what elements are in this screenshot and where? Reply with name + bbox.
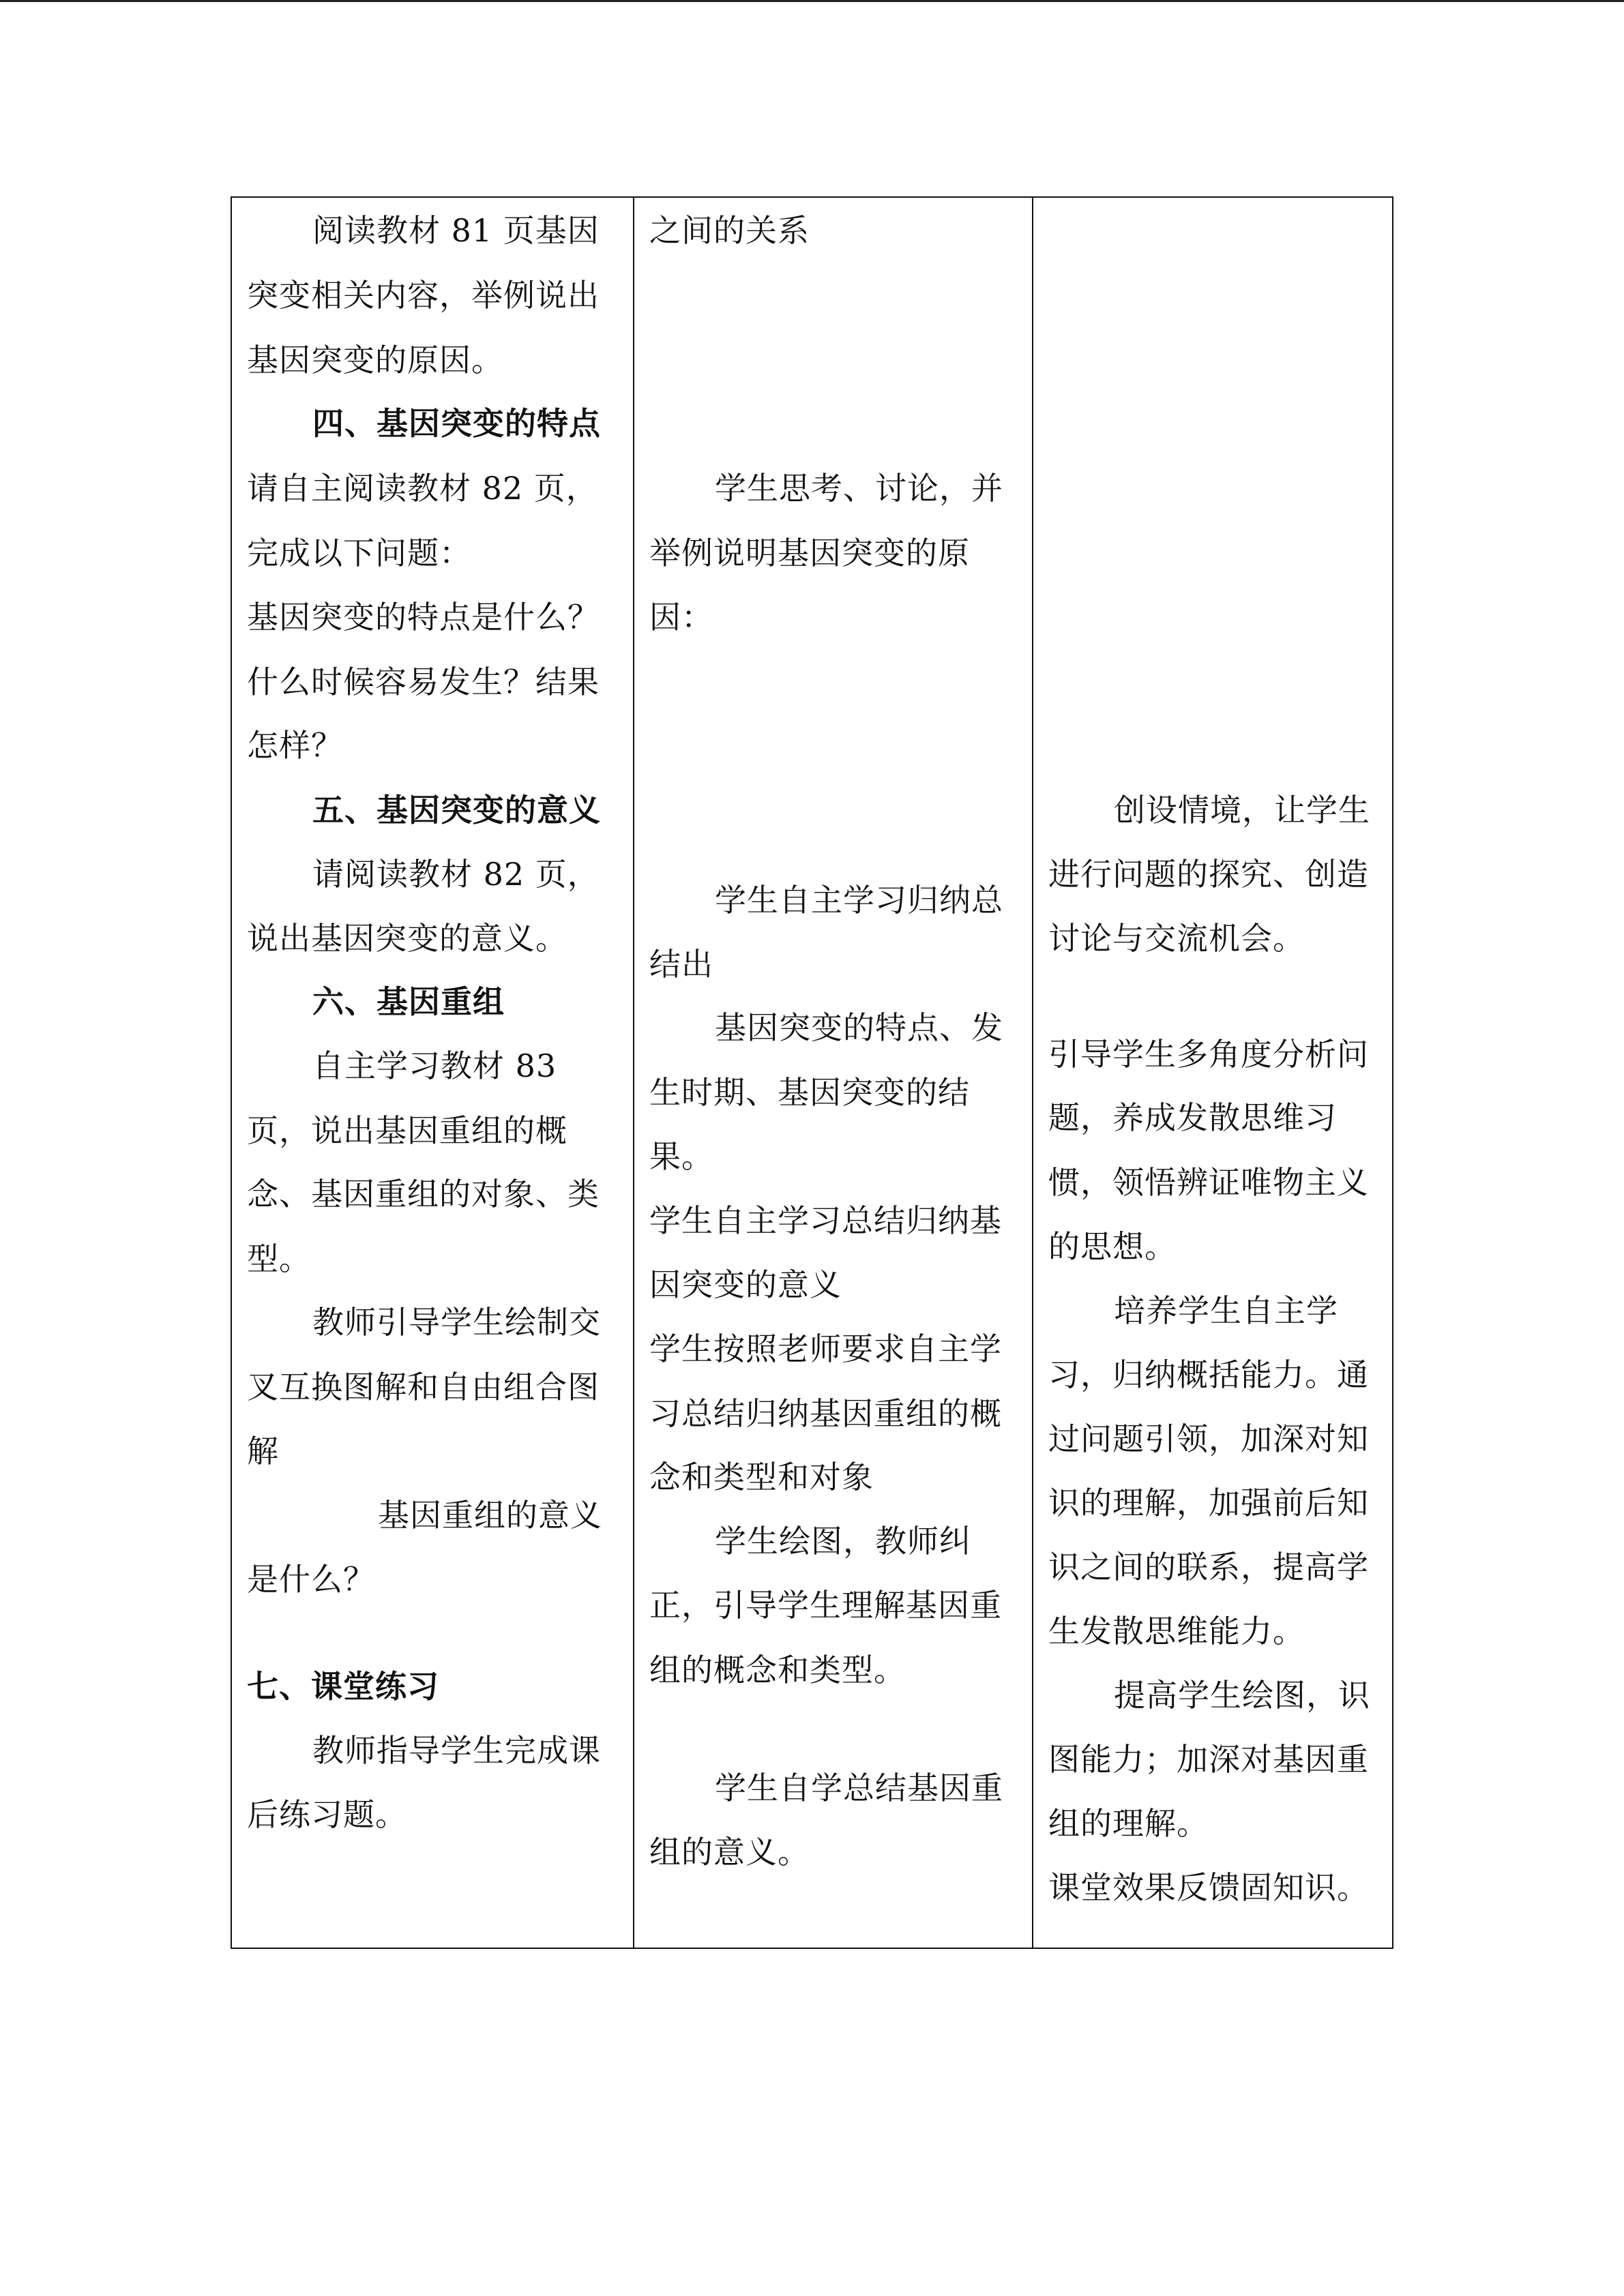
text-line: 习总结归纳基因重组的概 bbox=[649, 1395, 1002, 1432]
text-line: 提高学生绘图，识 bbox=[1114, 1677, 1370, 1714]
text-line: 因突变的意义 bbox=[649, 1266, 842, 1303]
text-line: 生时期、基因突变的结 bbox=[649, 1074, 970, 1111]
text-line: 图能力；加深对基因重 bbox=[1048, 1741, 1369, 1778]
text-line: 组的理解。 bbox=[1048, 1805, 1209, 1842]
top-border-rule bbox=[0, 0, 1624, 2]
text-line: 题，养成发散思维习 bbox=[1048, 1099, 1337, 1136]
text-line: 讨论与交流机会。 bbox=[1048, 920, 1305, 957]
lesson-plan-table bbox=[231, 196, 1393, 1949]
text-line: 学生按照老师要求自主学 bbox=[649, 1330, 1002, 1367]
text-line: 念、基因重组的对象、类 bbox=[247, 1176, 600, 1212]
text-line: 识之间的联系，提高学 bbox=[1048, 1549, 1369, 1585]
text-line: 学生自主学习归纳总 bbox=[715, 882, 1003, 919]
text-line: 说出基因突变的意义。 bbox=[247, 920, 567, 957]
text-line: 教师指导学生完成课 bbox=[312, 1732, 601, 1769]
text-line: 创设情境，让学生 bbox=[1114, 792, 1370, 829]
text-line: 过问题引领，加深对知 bbox=[1048, 1420, 1369, 1457]
text-line: 型。 bbox=[247, 1240, 311, 1277]
text-line: 生发散思维能力。 bbox=[1048, 1613, 1305, 1650]
text-line: 叉互换图解和自由组合图 bbox=[247, 1369, 600, 1405]
text-line: 因： bbox=[649, 599, 713, 636]
text-line: 组的概念和类型。 bbox=[649, 1652, 906, 1688]
text-line: 请自主阅读教材 82 页， bbox=[247, 470, 598, 507]
text-line: 课堂效果反馈固知识。 bbox=[1048, 1869, 1369, 1906]
text-line: 页，说出基因重组的概 bbox=[247, 1112, 567, 1149]
text-line: 请阅读教材 82 页， bbox=[312, 856, 600, 893]
text-line: 学生自主学习总结归纳基 bbox=[649, 1202, 1002, 1239]
text-line: 学生绘图，教师纠 bbox=[715, 1523, 971, 1560]
text-line: 习，归纳概括能力。通 bbox=[1048, 1356, 1369, 1393]
section-heading: 六、基因重组 bbox=[312, 983, 505, 1020]
text-line: 引导学生多角度分析问 bbox=[1048, 1036, 1369, 1073]
text-line: 学生思考、讨论，并 bbox=[715, 470, 1003, 507]
text-line: 基因突变的原因。 bbox=[247, 342, 503, 378]
text-line: 突变相关内容，举例说出 bbox=[247, 277, 600, 314]
column-divider bbox=[633, 198, 634, 1948]
text-line: 之间的关系 bbox=[649, 212, 810, 249]
text-line: 基因突变的特点是什么？ bbox=[247, 599, 600, 636]
text-line: 进行问题的探究、创造 bbox=[1048, 856, 1369, 893]
column-divider bbox=[1032, 198, 1033, 1948]
text-line: 结出 bbox=[649, 946, 713, 983]
text-line: 正，引导学生理解基因重 bbox=[649, 1587, 1002, 1624]
text-line: 基因突变的特点、发 bbox=[715, 1009, 1003, 1046]
section-heading: 四、基因突变的特点 bbox=[312, 405, 601, 442]
text-line: 的思想。 bbox=[1048, 1228, 1177, 1265]
text-line: 念和类型和对象 bbox=[649, 1459, 874, 1495]
text-line: 基因重组的意义 bbox=[378, 1497, 602, 1534]
text-line: 惯，领悟辨证唯物主义 bbox=[1048, 1164, 1369, 1201]
text-line: 什么时候容易发生？结果 bbox=[247, 664, 600, 700]
text-line: 举例说明基因突变的原 bbox=[649, 535, 970, 571]
text-line: 是什么？ bbox=[247, 1561, 375, 1598]
text-line: 怎样？ bbox=[247, 727, 343, 764]
section-heading: 五、基因突变的意义 bbox=[312, 792, 601, 829]
text-line: 组的意义。 bbox=[649, 1834, 810, 1870]
text-line: 阅读教材 81 页基因 bbox=[312, 212, 600, 249]
text-line: 学生自学总结基因重 bbox=[715, 1770, 1003, 1806]
text-line: 识的理解，加强前后知 bbox=[1048, 1485, 1369, 1521]
text-line: 自主学习教材 83 bbox=[312, 1047, 557, 1084]
text-line: 教师引导学生绘制交 bbox=[312, 1304, 601, 1341]
text-line: 完成以下问题： bbox=[247, 535, 471, 571]
text-line: 果。 bbox=[649, 1138, 713, 1175]
text-line: 培养学生自主学 bbox=[1114, 1292, 1338, 1329]
text-line: 解 bbox=[247, 1433, 279, 1470]
text-line: 后练习题。 bbox=[247, 1796, 407, 1833]
section-heading: 七、课堂练习 bbox=[247, 1668, 439, 1705]
